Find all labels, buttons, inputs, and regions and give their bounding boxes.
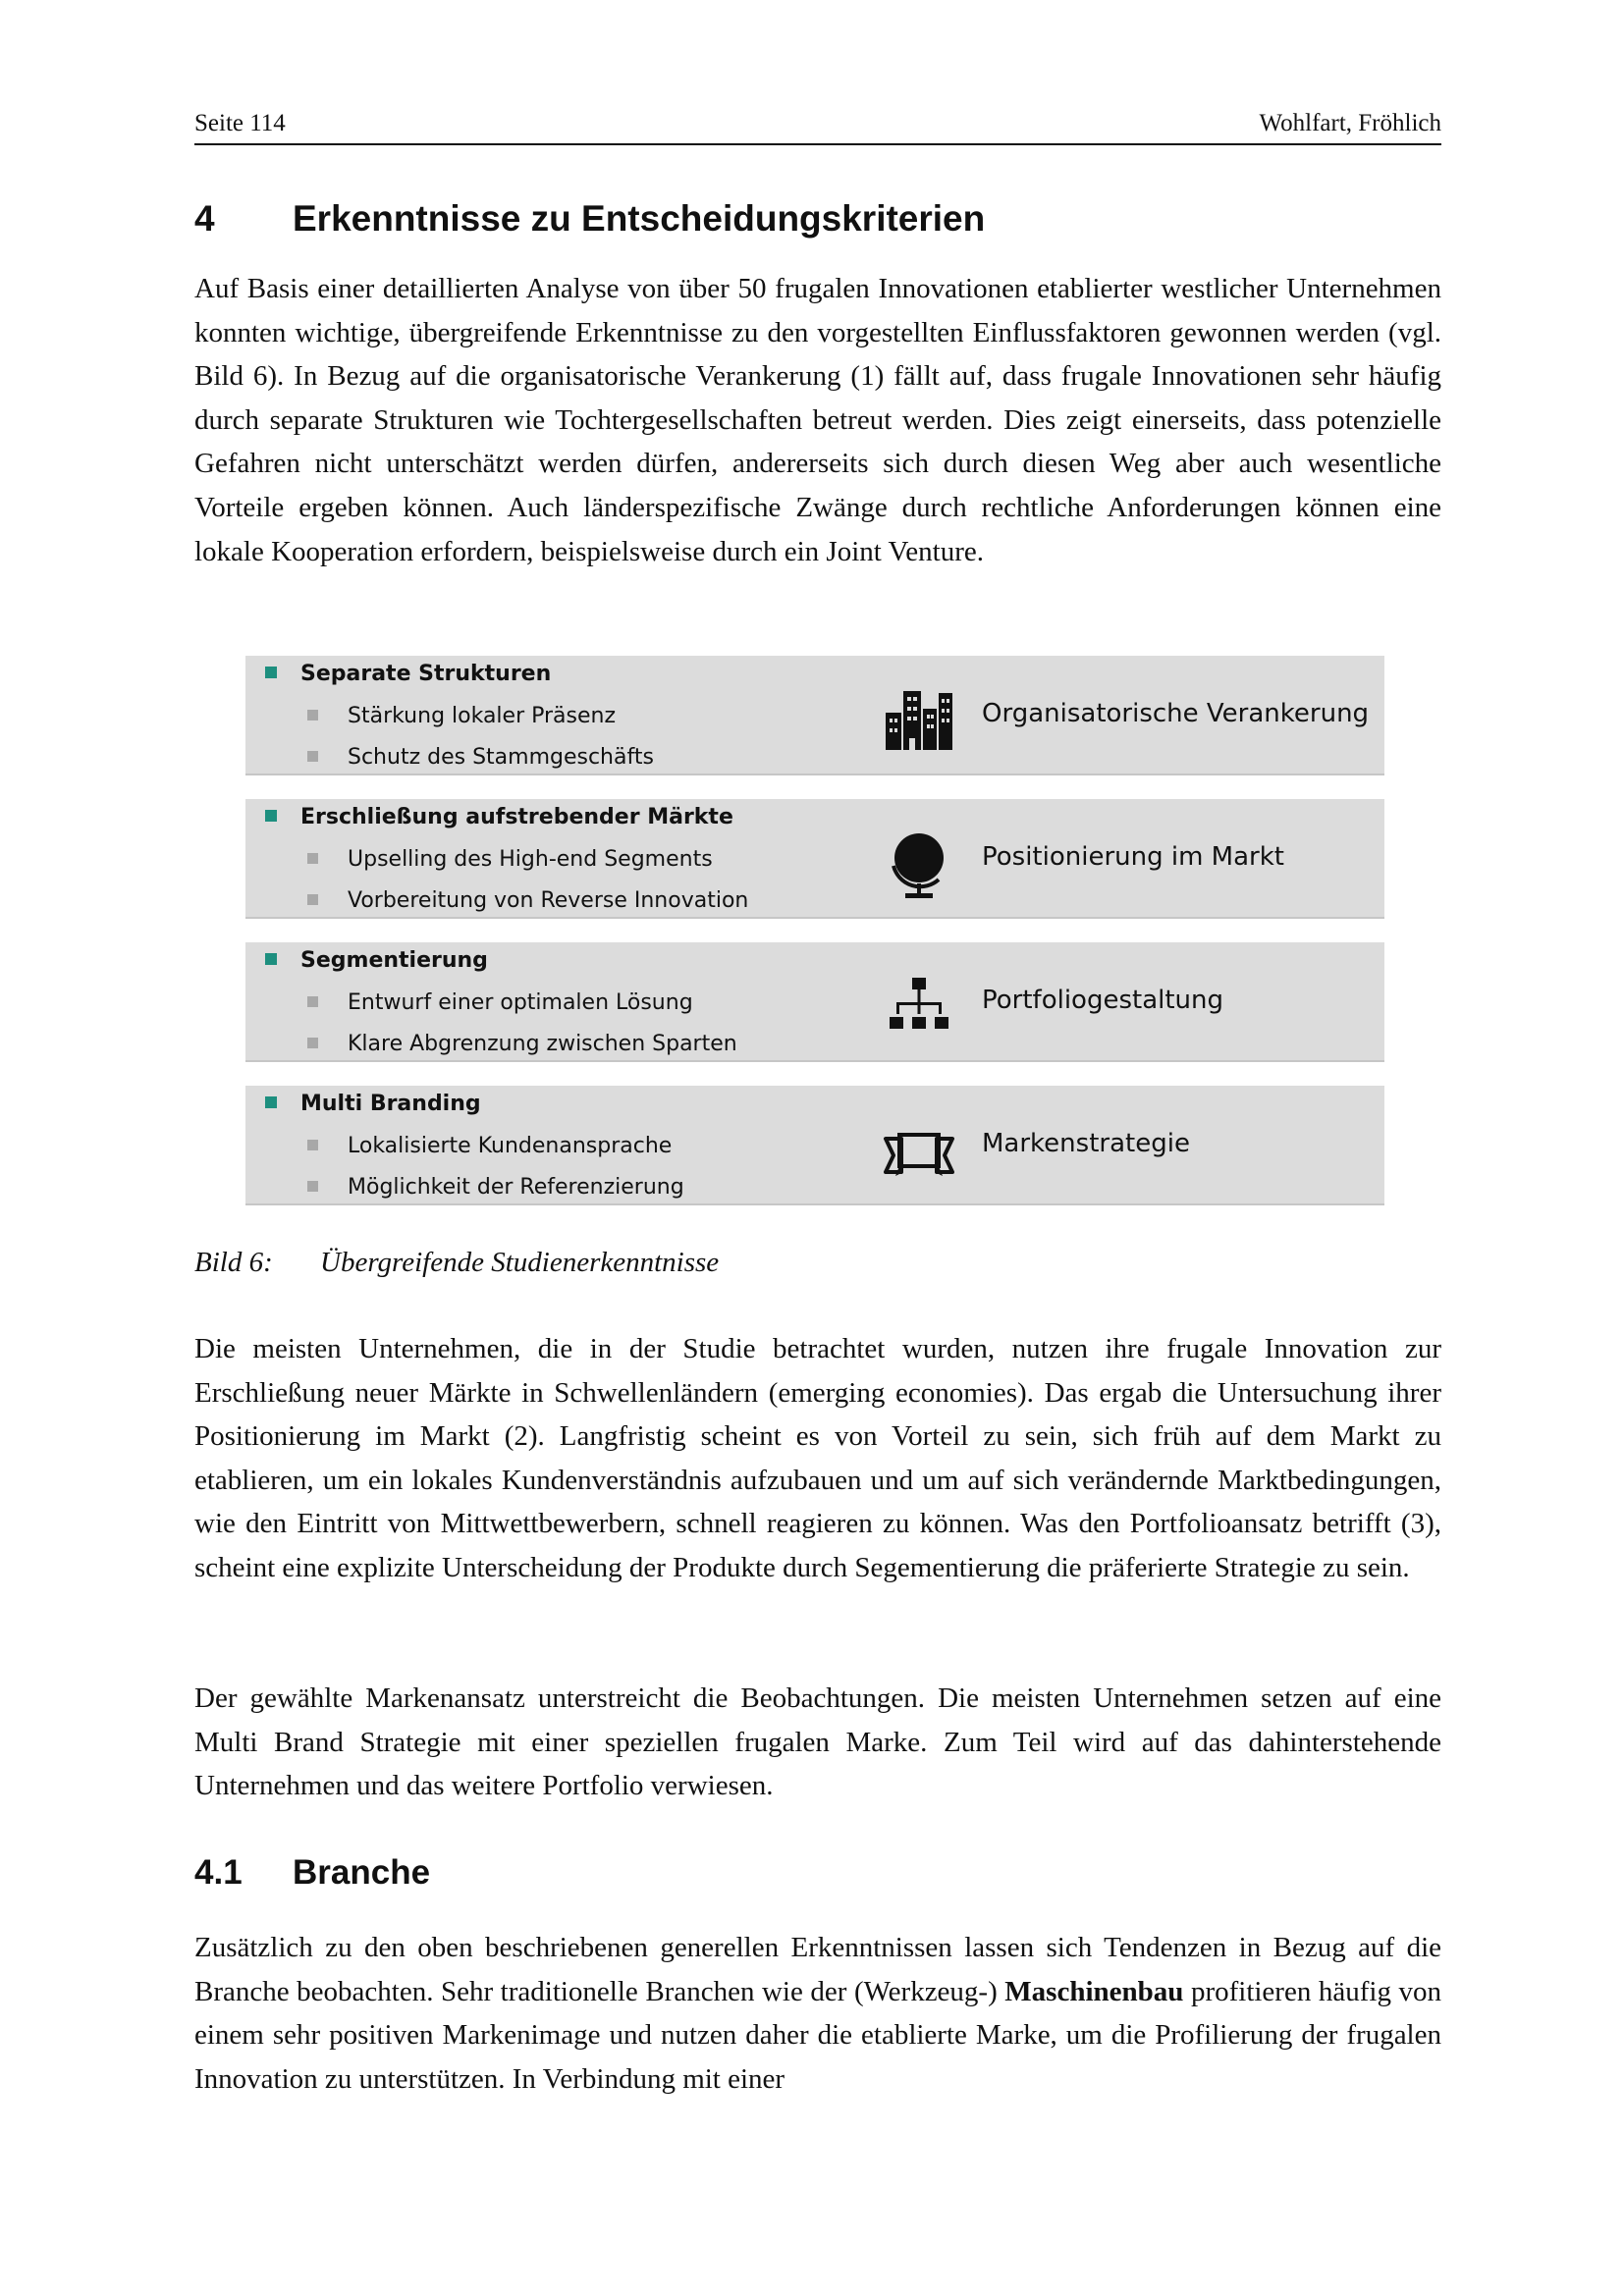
paragraph-4: Zusätzlich zu den oben beschriebenen generellen Erkenntnissen lassen sich Tendenzen in Bezug auf die Branche beobachten. Sehr traditionelle Branchen wie der (Werkzeug-) Maschinenbau profitieren häufig von einem sehr positiven Markenimage und nutzen daher die etablierte Marke, um die Profilierung der frugalen Innovation zu unterstützen. In Verbindung mit einer: [194, 1932, 1441, 2095]
panel-item: Vorbereitung von Reverse Innovation: [307, 888, 748, 913]
panel-title: Multi Branding: [265, 1092, 481, 1116]
buildings-icon: [882, 685, 956, 760]
subsection-heading: [194, 1853, 430, 1893]
panel-item: Lokalisierte Kundenansprache: [307, 1134, 672, 1158]
paragraph-1: Auf Basis einer detaillierten Analyse von über 50 frugalen Innovationen etablierter westlicher Unternehmen konnten wichtige, übergreifende Erkenntnisse zu den vorgestellten Einflussfaktoren gewonnen werden (vgl. Bild 6). In Bezug auf die organisatorische Verankerung (1) fällt auf, dass frugale Innovationen sehr häufig durch separate Strukturen wie Tochtergesellschaften betreut werden. Dies zeigt einerseits, dass potenzielle Gefahren nicht unterschätzt werden dürfen, andererseits sich durch diesen Weg aber auch wesentliche Vorteile ergeben können. Auch länderspezifische Zwänge durch rechtliche Anforderungen können eine lokale Kooperation erfordern, beispielsweise durch ein Joint Venture.: [194, 273, 1441, 567]
running-header: [194, 110, 1441, 145]
paragraph-3: Der gewählte Markenansatz unterstreicht die Beobachtungen. Die meisten Unternehmen setzen auf eine Multi Brand Strategie mit einer speziellen frugalen Marke. Zum Teil wird auf das dahinterstehende Unternehmen und das weitere Portfolio verwiesen.: [194, 1682, 1441, 1802]
panel-title: Erschließung aufstrebender Märkte: [265, 805, 733, 829]
square-bullet-icon: [307, 996, 318, 1007]
panel-item: Schutz des Stammgeschäfts: [307, 745, 654, 770]
bold-term: Maschinenbau: [1004, 1975, 1184, 2007]
banner-icon: [882, 1115, 956, 1190]
section-number: 4: [194, 198, 215, 239]
square-bullet-icon: [265, 1096, 277, 1108]
section-heading: [194, 198, 985, 240]
square-bullet-icon: [307, 1181, 318, 1192]
panel-item: Entwurf einer optimalen Lösung: [307, 990, 693, 1015]
caption-text: Übergreifende Studienerkenntnisse: [320, 1247, 720, 1278]
square-bullet-icon: [265, 953, 277, 965]
paragraph-2: Die meisten Unternehmen, die in der Studie betrachtet wurden, nutzen ihre frugale Innovation zur Erschließung neuer Märkte in Schwellenländern (emerging economies). Das ergab die Untersuchung ihrer Positionierung im Markt (2). Langfristig scheint es von Vorteil zu sein, sich früh auf dem Markt zu etablieren, um ein lokales Kundenverständnis aufzubauen und um auf sich verändernde Marktbedingungen, wie den Eintritt von Mittwettbewerbern, schnell reagieren zu können. Was den Portfolioansatz betrifft (3), scheint eine explizite Unterscheidung der Produkte durch Segementierung die präferierte Strategie zu sein.: [194, 1333, 1441, 1583]
figure-panel-3: [245, 942, 1384, 1062]
square-bullet-icon: [265, 810, 277, 822]
subsection-title: Branche: [293, 1853, 431, 1892]
square-bullet-icon: [307, 710, 318, 721]
square-bullet-icon: [265, 667, 277, 678]
square-bullet-icon: [307, 1140, 318, 1150]
figure-caption: [194, 1247, 719, 1279]
panel-item: Möglichkeit der Referenzierung: [307, 1175, 684, 1200]
section-title: Erkenntnisse zu Entscheidungskriterien: [293, 198, 986, 239]
figure-panel-2: [245, 799, 1384, 919]
panel-label: Positionierung im Markt: [982, 842, 1284, 872]
square-bullet-icon: [307, 853, 318, 864]
panel-label: Organisatorische Verankerung: [982, 699, 1370, 728]
figure-panel-4: [245, 1086, 1384, 1205]
panel-title: Separate Strukturen: [265, 662, 551, 686]
page-number: Seite 114: [194, 110, 286, 136]
panel-item: Stärkung lokaler Präsenz: [307, 704, 616, 728]
panel-item: Klare Abgrenzung zwischen Sparten: [307, 1032, 737, 1056]
panel-title: Segmentierung: [265, 948, 488, 973]
caption-number: Bild 6:: [194, 1247, 273, 1278]
panel-item: Upselling des High-end Segments: [307, 847, 713, 872]
globe-icon: [882, 828, 956, 903]
authors: Wohlfart, Fröhlich: [1259, 110, 1441, 136]
square-bullet-icon: [307, 894, 318, 905]
square-bullet-icon: [307, 751, 318, 762]
panel-label: Portfoliogestaltung: [982, 986, 1224, 1015]
figure-panel-1: [245, 656, 1384, 775]
square-bullet-icon: [307, 1038, 318, 1048]
panel-label: Markenstrategie: [982, 1129, 1190, 1158]
subsection-number: 4.1: [194, 1853, 243, 1892]
hierarchy-icon: [882, 972, 956, 1046]
